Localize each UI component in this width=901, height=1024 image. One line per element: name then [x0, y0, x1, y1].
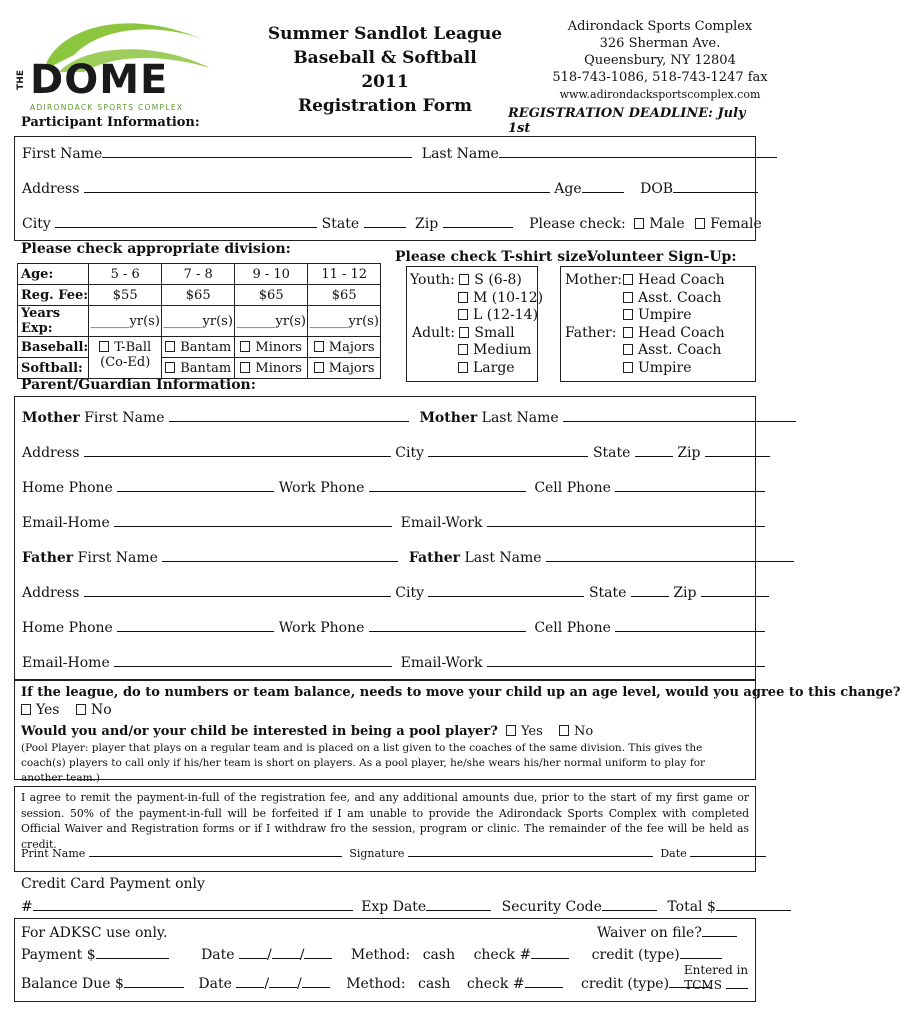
balance-date-month[interactable] [236, 975, 264, 988]
email-work-label: Email-Work [400, 515, 483, 531]
baseball-bantam-checkbox[interactable] [165, 341, 175, 352]
total-field[interactable] [716, 898, 791, 911]
move-up-question: If the league, do to numbers or team balance, needs to move your child up an age level, would you agree to this change? [21, 685, 901, 700]
waiver-field[interactable] [702, 924, 737, 937]
tball-checkbox[interactable] [99, 341, 109, 352]
option-label: Umpire [638, 359, 692, 376]
address-label: Address [22, 445, 80, 461]
email-home-label: Email-Home [22, 655, 110, 671]
address-label: Address [22, 181, 80, 197]
mother-first-name-field[interactable] [169, 409, 409, 422]
logo-subtitle: ADIRONDACK SPORTS COMPLEX [30, 103, 184, 112]
cc-only-label: Credit Card Payment only [21, 876, 205, 892]
adult-medium-label: Medium [473, 342, 532, 358]
years-exp-field[interactable]: ______yr(s) [308, 306, 381, 337]
zip-field[interactable] [443, 215, 513, 228]
yes-label: Yes [520, 724, 543, 739]
father-label: Father [408, 550, 461, 566]
volunteer-heading: Volunteer Sign-Up: [587, 249, 737, 265]
tball-cell [89, 337, 162, 379]
org-website: www.adirondacksportscomplex.com [559, 88, 761, 101]
mother-label: Mother [22, 410, 80, 426]
option-label: Asst. Coach [638, 289, 722, 306]
youth-s-checkbox[interactable] [459, 274, 469, 285]
move-up-yes-checkbox[interactable] [21, 704, 31, 715]
parent-heading: Parent/Guardian Information: [21, 377, 256, 393]
home-phone-label: Home Phone [22, 620, 113, 636]
title-line: 2011 [361, 72, 409, 92]
adult-small-label: Small [474, 324, 515, 341]
pool-question: Would you and/or your child be interested in being a pool player? [21, 724, 498, 739]
balance-date-year[interactable] [302, 975, 330, 988]
mother-email-work-field[interactable] [487, 514, 765, 527]
payment-date-year[interactable] [304, 946, 332, 959]
coed-label: (Co-Ed) [100, 355, 151, 370]
parent-section [14, 396, 756, 680]
section-participant: Participant Information: [21, 115, 200, 130]
first-name-label: First Name [84, 410, 165, 426]
print-name-field[interactable] [89, 847, 342, 857]
cell-phone-label: Cell Phone [534, 480, 611, 496]
mother-label: Mother [419, 410, 478, 426]
age-cell: 5 - 6 [89, 264, 162, 285]
age-cell: 9 - 10 [235, 264, 308, 285]
pool-question-row [21, 724, 593, 739]
tcms-label: TCMS [684, 978, 722, 992]
zip-label: Zip [677, 445, 701, 461]
option-label: Asst. Coach [638, 342, 722, 358]
years-exp-field[interactable]: ______yr(s) [235, 306, 308, 337]
cc-row [21, 898, 791, 915]
male-label: Male [649, 216, 685, 232]
volunteer-mother-label: Mother: [565, 272, 623, 288]
yes-label: Yes [36, 702, 60, 718]
father-last-name-field[interactable] [546, 549, 794, 562]
logo-the: THE [16, 70, 26, 90]
pool-no-checkbox[interactable] [559, 725, 569, 736]
father-cell-phone-field[interactable] [615, 619, 765, 632]
work-phone-label: Work Phone [278, 480, 365, 496]
youth-s-label: S (6-8) [474, 272, 522, 288]
no-label: No [573, 724, 594, 739]
state-field[interactable] [364, 215, 406, 228]
father-state-field[interactable] [631, 584, 669, 597]
softball-minors-checkbox[interactable] [240, 362, 250, 373]
work-phone-label: Work Phone [278, 620, 365, 636]
youth-m-label: M (10-12) [473, 289, 544, 306]
father-city-field[interactable] [428, 584, 584, 597]
signature-field[interactable] [408, 847, 653, 857]
print-name-label: Print Name [21, 847, 86, 860]
mother-city-field[interactable] [428, 444, 588, 457]
mother-phone-row [22, 479, 765, 496]
state-label: State [321, 216, 360, 232]
balance-field[interactable] [124, 975, 184, 988]
move-up-no-checkbox[interactable] [76, 704, 86, 715]
cash-label: cash [422, 947, 456, 963]
first-name-label: First Name [22, 146, 103, 162]
father-address-field[interactable] [84, 584, 391, 597]
father-work-phone-field[interactable] [369, 619, 526, 632]
agreement-text: I agree to remit the payment-in-full of the registration fee, and any additional amounts due, prior to the start of my first game or session. 50% of the payment-in-full will be forfeited if I am unable to provide the Adirondack Sports Complex with completed Official Waiver and Registration forms or if I withdraw fro the session, program or clinic. The remainder of the fee will be held as credit. [21, 791, 749, 851]
adult-medium-checkbox[interactable] [458, 344, 468, 355]
waiver-label: Waiver on file? [597, 925, 702, 941]
state-label: State [592, 445, 631, 461]
office-heading: For ADKSC use only. [21, 925, 168, 941]
address-label: Address [22, 585, 80, 601]
agreement-date-field[interactable] [690, 847, 766, 857]
method-label: Method: [350, 947, 411, 963]
mother-zip-field[interactable] [705, 444, 770, 457]
father-head-coach-checkbox[interactable] [623, 327, 633, 338]
mother-umpire-checkbox[interactable] [623, 309, 633, 320]
pool-yes-checkbox[interactable] [506, 725, 516, 736]
age-cell: 7 - 8 [162, 264, 235, 285]
row-label: Reg. Fee: [18, 285, 89, 306]
mother-home-phone-field[interactable] [117, 479, 274, 492]
dob-field[interactable] [673, 180, 758, 193]
move-up-answers [21, 702, 112, 718]
date-label: Date [201, 947, 235, 963]
volunteer-options [565, 272, 725, 377]
title-line: Summer Sandlot League [267, 24, 503, 44]
youth-label: Youth: [410, 272, 455, 288]
mother-address-field[interactable] [84, 444, 391, 457]
logo-dome: DOME [30, 57, 169, 103]
last-name-label: Last Name [421, 146, 499, 162]
mother-state-field[interactable] [635, 444, 673, 457]
org-name: Adirondack Sports Complex [567, 19, 753, 34]
softball-bantam-label: Bantam [180, 360, 232, 376]
cash-label: cash [418, 976, 451, 992]
name-row [22, 145, 777, 162]
method-label: Method: [346, 976, 406, 992]
date-label: Date [660, 847, 687, 860]
org-info [550, 18, 770, 103]
option-label: Umpire [638, 307, 692, 323]
baseball-bantam-label: Bantam [180, 339, 232, 355]
date-label: Date [198, 976, 232, 992]
balance-label: Balance Due $ [21, 976, 124, 992]
female-label: Female [710, 216, 762, 232]
mother-last-name-field[interactable] [563, 409, 796, 422]
youth-l-label: L (12-14) [473, 307, 539, 323]
softball-majors-label: Majors [328, 360, 375, 376]
softball-minors-label: Minors [255, 360, 302, 376]
dob-label: DOB [640, 181, 674, 197]
security-code-field[interactable] [602, 898, 657, 911]
father-email-work-field[interactable] [487, 654, 765, 667]
entered-label: Entered in [683, 963, 749, 977]
row-label: Years Exp: [18, 306, 89, 337]
payment-date-month[interactable] [239, 946, 267, 959]
balance-row: Balance Due $ Date / / Method: cash check # credit (type) [21, 975, 711, 992]
adult-large-checkbox[interactable] [458, 362, 468, 373]
title-line: Registration Form [297, 96, 473, 116]
division-heading: Please check appropriate division: [21, 241, 291, 257]
exp-date-label: Exp Date [361, 899, 427, 915]
youth-l-checkbox[interactable] [458, 309, 468, 320]
check-label: check # [466, 976, 525, 992]
male-checkbox[interactable] [634, 218, 644, 229]
father-name-row [22, 549, 794, 566]
adult-large-label: Large [473, 359, 515, 376]
age-cell: 11 - 12 [308, 264, 381, 285]
city-label: City [395, 585, 425, 601]
tcms-field[interactable] [726, 979, 748, 989]
credit-label: credit (type) [591, 947, 680, 963]
logo [14, 10, 214, 116]
cell-phone-label: Cell Phone [534, 620, 611, 636]
baseball-minors-checkbox[interactable] [240, 341, 250, 352]
female-checkbox[interactable] [695, 218, 705, 229]
pool-note: (Pool Player: player that plays on a regular team and is placed on a list given to the coaches of the same division. This gives the coach(s) players to call only if his/her team is short on players. As a pool player, he/she wears his/her normal uniform to play for another team.) [21, 742, 706, 784]
zip-label: Zip [415, 216, 439, 232]
father-label: Father [22, 550, 74, 566]
org-phone: 518-743-1086, 518-743-1247 fax [552, 70, 768, 85]
softball-majors-checkbox[interactable] [314, 362, 324, 373]
softball-bantam-checkbox[interactable] [165, 362, 175, 373]
credit-label: credit (type) [581, 976, 670, 992]
father-first-name-field[interactable] [162, 549, 398, 562]
address-row [22, 180, 758, 197]
payment-date-day[interactable] [272, 946, 300, 959]
mother-email-home-field[interactable] [114, 514, 392, 527]
balance-check-field[interactable] [525, 975, 563, 988]
exp-date-field[interactable] [426, 898, 491, 911]
father-asst-coach-checkbox[interactable] [623, 344, 633, 355]
father-umpire-checkbox[interactable] [623, 362, 633, 373]
mother-address-row [22, 444, 770, 461]
fee-cell: $65 [162, 285, 235, 306]
option-label: Head Coach [638, 272, 725, 288]
security-code-label: Security Code [501, 899, 602, 915]
tball-label: T-Ball [114, 340, 152, 355]
tshirt-options [410, 272, 543, 377]
years-exp-field[interactable]: ______yr(s) [162, 306, 235, 337]
zip-label: Zip [673, 585, 697, 601]
check-label: check # [473, 947, 532, 963]
row-label: Age: [18, 264, 89, 285]
age-label: Age [554, 181, 582, 197]
age-field[interactable] [582, 180, 624, 193]
tshirt-heading: Please check T-shirt size: [395, 249, 593, 265]
first-name-field[interactable] [102, 145, 412, 158]
years-exp-field[interactable]: ______yr(s) [89, 306, 162, 337]
org-street: 326 Sherman Ave. [599, 36, 721, 51]
registration-deadline: REGISTRATION DEADLINE: July 1st [508, 106, 746, 136]
last-name-field[interactable] [499, 145, 777, 158]
address-field[interactable] [84, 180, 550, 193]
father-email-home-field[interactable] [114, 654, 392, 667]
baseball-majors-checkbox[interactable] [314, 341, 324, 352]
waiver-row [597, 924, 737, 941]
mother-asst-coach-checkbox[interactable] [623, 292, 633, 303]
mother-head-coach-checkbox[interactable] [623, 274, 633, 285]
state-label: State [588, 585, 627, 601]
father-phone-row [22, 619, 765, 636]
city-row [22, 215, 762, 232]
please-check-label: Please check: [529, 216, 626, 232]
payment-label: Payment $ [21, 947, 96, 963]
no-label: No [90, 702, 112, 718]
mother-work-phone-field[interactable] [369, 479, 526, 492]
volunteer-father-label: Father: [565, 324, 617, 341]
father-address-row [22, 584, 769, 601]
card-number-label: # [21, 899, 33, 915]
email-home-label: Email-Home [22, 515, 110, 531]
father-zip-field[interactable] [701, 584, 769, 597]
baseball-minors-label: Minors [255, 339, 302, 355]
father-home-phone-field[interactable] [117, 619, 274, 632]
youth-m-checkbox[interactable] [458, 292, 468, 303]
city-label: City [22, 216, 51, 232]
org-city: Queensbury, NY 12804 [584, 53, 736, 68]
title-line: Baseball & Softball [293, 48, 477, 68]
home-phone-label: Home Phone [22, 480, 113, 496]
payment-row: Payment $ Date / / Method: cash check # credit (type) [21, 946, 722, 963]
fee-cell: $65 [235, 285, 308, 306]
city-field[interactable] [55, 215, 317, 228]
last-name-label: Last Name [481, 410, 559, 426]
baseball-majors-label: Majors [328, 339, 375, 355]
option-label: Head Coach [638, 324, 725, 341]
card-number-field[interactable] [33, 898, 353, 911]
tcms-entry [680, 963, 752, 993]
division-table [17, 263, 381, 379]
mother-name-row [22, 409, 796, 426]
last-name-label: Last Name [464, 550, 542, 566]
city-label: City [395, 445, 425, 461]
adult-small-checkbox[interactable] [459, 327, 469, 338]
payment-field[interactable] [96, 946, 169, 959]
fee-cell: $55 [89, 285, 162, 306]
balance-date-day[interactable] [269, 975, 297, 988]
signature-label: Signature [349, 847, 405, 860]
email-work-label: Email-Work [400, 655, 483, 671]
payment-check-field[interactable] [531, 946, 569, 959]
payment-credit-field[interactable] [680, 946, 722, 959]
father-email-row [22, 654, 765, 671]
signature-row [21, 847, 766, 860]
total-label: Total $ [667, 899, 716, 915]
adult-label: Adult: [412, 324, 455, 341]
first-name-label: First Name [77, 550, 158, 566]
row-label: Softball: [18, 358, 89, 379]
mother-cell-phone-field[interactable] [615, 479, 765, 492]
mother-email-row [22, 514, 765, 531]
row-label: Baseball: [18, 337, 89, 358]
fee-cell: $65 [308, 285, 381, 306]
form-title [260, 22, 510, 118]
